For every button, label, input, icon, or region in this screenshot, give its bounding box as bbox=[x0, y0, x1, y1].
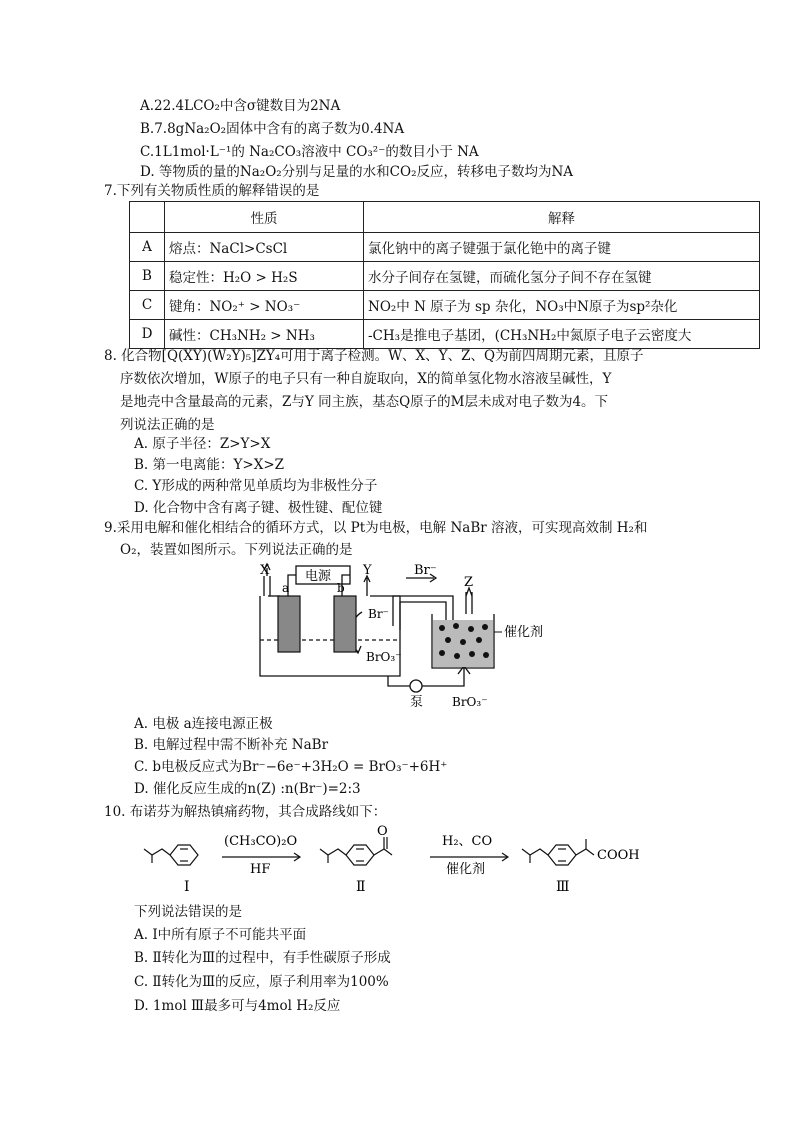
reagent-1-bottom: HF bbox=[250, 862, 271, 877]
q8-option-d: D. 化合物中含有离子键、极性键、配位键 bbox=[134, 500, 383, 516]
q10-stem: 10. 布诺芬为解热镇痛药物，其合成路线如下： bbox=[104, 804, 387, 820]
cooh-group: COOH bbox=[597, 848, 640, 863]
q9-option-c: C. b电极反应式为Br⁻−6e⁻+3H₂O = BrO₃⁻+6H⁺ bbox=[134, 759, 448, 775]
row-explanation: 氯化钠中的离子键强于氯化铯中的离子键 bbox=[364, 233, 760, 262]
table-row bbox=[130, 233, 760, 262]
bro3-left-label: BrO₃⁻ bbox=[366, 650, 402, 664]
pump-icon bbox=[410, 680, 422, 692]
row-label: B bbox=[130, 262, 165, 291]
reagent-1-top: (CH₃CO)₂O bbox=[224, 834, 298, 849]
bro3-bottom-label: BrO₃⁻ bbox=[452, 695, 488, 709]
q7-stem: 7.下列有关物质性质的解释错误的是 bbox=[104, 183, 320, 199]
reagent-2-bottom: 催化剂 bbox=[446, 862, 486, 877]
q6-option-c: C.1L1mol·L⁻¹的 Na₂CO₃溶液中 CO₃²⁻的数目小于 NA bbox=[140, 144, 479, 160]
table-row bbox=[130, 291, 760, 320]
q10-option-c: C. Ⅱ转化为Ⅲ的反应，原子利用率为100% bbox=[134, 974, 389, 990]
q7-table bbox=[129, 201, 760, 349]
row-label: C bbox=[130, 291, 165, 320]
electrode-b-label: b bbox=[337, 581, 345, 595]
row-property: 熔点：NaCl>CsCl bbox=[165, 233, 364, 262]
power-label: 电源 bbox=[305, 569, 332, 584]
q9-option-b: B. 电解过程中需不断补充 NaBr bbox=[134, 737, 329, 753]
q10-option-d: D. 1mol Ⅲ最多可与4mol H₂反应 bbox=[134, 998, 341, 1014]
q8-option-a: A. 原子半径：Z>Y>X bbox=[134, 436, 271, 452]
electrode-a bbox=[278, 596, 300, 652]
table-header-cell: 性质 bbox=[165, 202, 364, 233]
benzene-ring-2 bbox=[346, 845, 374, 865]
q8-stem-line4: 列说法正确的是 bbox=[120, 417, 215, 433]
label-x: X bbox=[260, 563, 270, 578]
label-z: Z bbox=[464, 575, 474, 590]
q8-option-b: B. 第一电离能：Y>X>Z bbox=[134, 457, 285, 473]
q8-option-c: C. Y形成的两种常见单质均为非极性分子 bbox=[134, 478, 378, 494]
pump-label: 泵 bbox=[410, 695, 424, 710]
compound-label-2: Ⅱ bbox=[356, 879, 366, 895]
synthesis-route bbox=[140, 823, 660, 897]
br-top-label: Br⁻ bbox=[414, 563, 437, 578]
q9-option-d: D. 催化反应生成的n(Z) :n(Br⁻)=2:3 bbox=[134, 781, 361, 797]
carbonyl-oxygen: O bbox=[377, 824, 388, 839]
benzene-ring-1 bbox=[170, 845, 198, 865]
q10-option-b: B. Ⅱ转化为Ⅲ的过程中，有手性碳原子形成 bbox=[134, 950, 391, 966]
br-left-label: Br⁻ bbox=[368, 607, 389, 621]
q6-option-a: A.22.4LCO₂中含σ键数目为2NA bbox=[140, 98, 341, 114]
row-property: 键角：NO₂⁺ > NO₃⁻ bbox=[165, 291, 364, 320]
table-row bbox=[130, 320, 760, 349]
row-explanation: 水分子间存在氢键，而硫化氢分子间不存在氢键 bbox=[364, 262, 760, 291]
table-header-row bbox=[130, 202, 760, 233]
q6-option-d: D. 等物质的量的Na₂O₂分别与足量的水和CO₂反应，转移电子数均为NA bbox=[140, 164, 574, 180]
q9-stem-line2: O₂，装置如图所示。下列说法正确的是 bbox=[120, 542, 353, 558]
electrode-b bbox=[334, 596, 356, 652]
q9-stem-line1: 9.采用电解和催化相结合的循环方式，以 Pt为电极，电解 NaBr 溶液，可实现高效制 H₂和 bbox=[104, 520, 648, 536]
benzene-ring-3 bbox=[548, 845, 576, 865]
q9-option-a: A. 电极 a连接电源正极 bbox=[134, 716, 273, 732]
row-property: 碱性：CH₃NH₂ > NH₃ bbox=[165, 320, 364, 349]
q8-stem-line3: 是地壳中含量最高的元素，Z与Y 同主族，基态Q原子的M层未成对电子数为4。下 bbox=[120, 394, 609, 410]
row-explanation: NO₂中 N 原子为 sp 杂化，NO₃中N原子为sp²杂化 bbox=[364, 291, 760, 320]
compound-label-1: Ⅰ bbox=[184, 879, 190, 895]
catalyst-label: 催化剂 bbox=[504, 625, 544, 640]
row-label: D bbox=[130, 320, 165, 349]
row-explanation: -CH₃是推电子基团，(CH₃NH₂中氮原子电子云密度大 bbox=[364, 320, 760, 349]
table-header-cell: 解释 bbox=[364, 202, 760, 233]
q10-prompt: 下列说法错误的是 bbox=[134, 904, 242, 920]
row-property: 稳定性：H₂O > H₂S bbox=[165, 262, 364, 291]
reagent-2-top: H₂、CO bbox=[442, 834, 493, 849]
table-row bbox=[130, 262, 760, 291]
row-label: A bbox=[130, 233, 165, 262]
q10-option-a: A. Ⅰ中所有原子不可能共平面 bbox=[134, 927, 307, 943]
label-y: Y bbox=[363, 563, 372, 578]
electrolysis-diagram bbox=[250, 556, 560, 712]
compound-label-3: Ⅲ bbox=[556, 879, 570, 895]
electrode-a-label: a bbox=[282, 581, 290, 595]
q6-option-b: B.7.8gNa₂O₂固体中含有的离子数为0.4NA bbox=[140, 121, 405, 137]
q8-stem-line2: 序数依次增加，W原子的电子只有一种自旋取向，X的简单氢化物水溶液呈碱性，Y bbox=[120, 371, 612, 387]
table-header-cell bbox=[130, 202, 165, 233]
q8-stem-line1: 8. 化合物[Q(XY)(W₂Y)₅]ZY₄可用于离子检测。W、X、Y、Z、Q为前四周期元素，且原子 bbox=[104, 348, 644, 364]
